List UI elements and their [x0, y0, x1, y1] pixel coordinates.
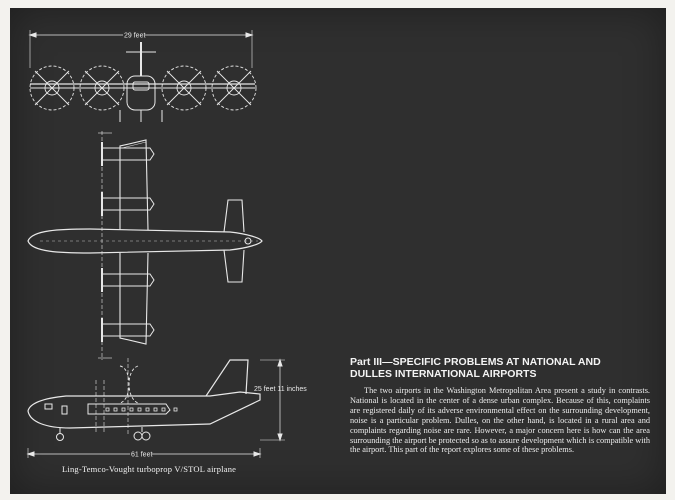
figure-caption: Ling-Temco-Vought turboprop V/STOL airplane [62, 464, 237, 474]
heading-line-1: Part III—SPECIFIC PROBLEMS AT NATIONAL AND [350, 356, 601, 368]
section-heading [350, 356, 650, 380]
dim-bottom-label: 61 feet [131, 451, 153, 459]
front-view [30, 30, 256, 122]
body-paragraph: The two airports in the Washington Metropolitan Area present a study in contrasts. National is located in the center of a dense urban complex. Because of this, complaints are registered daily of its adverse environmental effect on the surrounding development, noise is a particular problem. Dulles, on the other hand, is located in a rural area and complaints regarding noise are rare. However, a major concern here is how can the area surrounding the airport be protected so as to assure development which is compatible with the airport. This part of the report explores some of these problems. [350, 386, 650, 455]
heading-line-2: DULLES INTERNATIONAL AIRPORTS [350, 368, 537, 380]
dim-top-label: 29 feet [124, 32, 146, 40]
plan-view [28, 131, 262, 360]
drawing-panel [10, 8, 666, 494]
dim-side-label: 25 feet 11 inches [254, 386, 307, 393]
side-view [28, 358, 307, 459]
